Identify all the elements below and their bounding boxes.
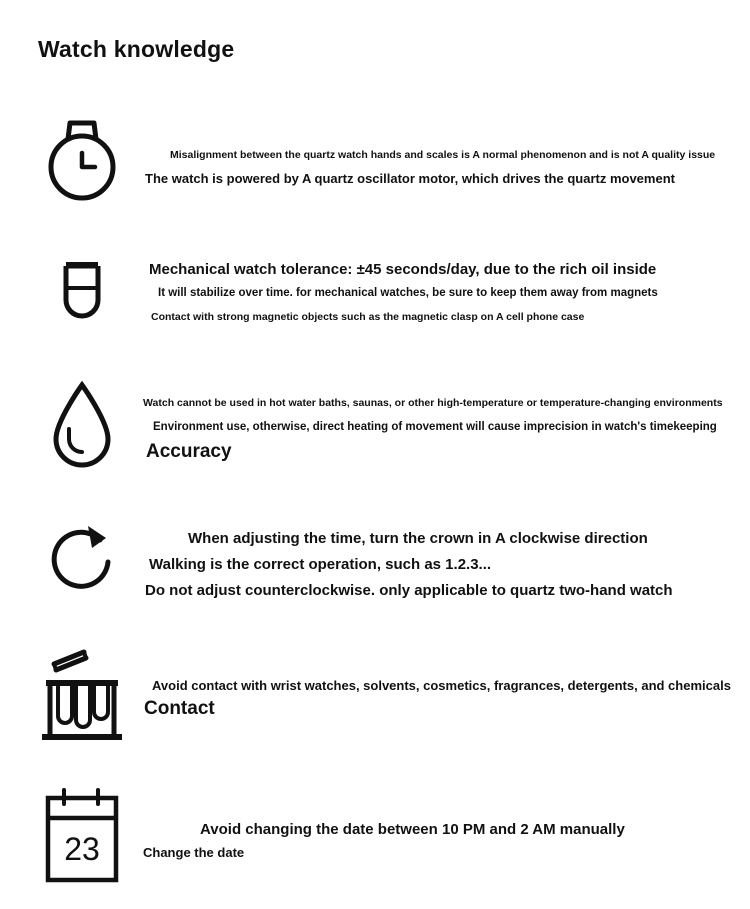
page-title: Watch knowledge [38,36,235,62]
section-contact-text [140,678,746,738]
section-date-text [140,821,746,881]
section-magnet-text [140,261,746,341]
text-line: Environment use, otherwise, direct heating of movement will cause imprecision in watch's timekeeping [153,421,717,433]
text-line: Avoid changing the date between 10 PM and 2 AM manually [200,821,625,838]
section-date [0,783,750,893]
text-line: Mechanical watch tolerance: ±45 seconds/day, due to the rich oil inside [149,261,657,278]
section-magnet [0,243,750,353]
text-line: Contact with strong magnetic objects such as the magnetic clasp on A cell phone case [151,311,585,323]
section-quartz [0,113,750,223]
calendar-day: 23 [64,830,100,867]
test-tube-rack-icon [34,640,130,750]
section-contact [0,640,750,750]
section-water [0,375,750,485]
text-line: When adjusting the time, turn the crown in A clockwise direction [188,530,648,547]
text-line: Misalignment between the quartz watch hands and scales is A normal phenomenon and is not A quality issue [170,149,716,161]
section-crown [0,510,750,620]
text-line: Walking is the correct operation, such as 1.2.3... [149,556,492,573]
text-line: The watch is powered by A quartz oscillator motor, which drives the quartz movement [145,171,675,186]
section-crown-text [140,530,746,615]
section-water-text [140,397,746,477]
text-line: Change the date [143,845,245,860]
text-line: Do not adjust counterclockwise. only applicable to quartz two-hand watch [145,582,673,599]
text-line: Contact [144,698,215,719]
text-line: Avoid contact with wrist watches, solvents, cosmetics, fragrances, detergents, and chemicals [152,678,731,693]
watch-icon [34,113,130,213]
text-line: Watch cannot be used in hot water baths, saunas, or other high-temperature or temperature-changing environments [143,397,723,409]
text-line: It will stabilize over time. for mechanical watches, be sure to keep them away from magnets [158,287,658,299]
magnet-icon [34,243,130,343]
water-drop-icon [34,375,130,475]
calendar-icon [34,783,130,888]
section-quartz-text [140,149,746,209]
clockwise-arrow-icon [34,510,130,610]
text-line: Accuracy [146,441,232,462]
